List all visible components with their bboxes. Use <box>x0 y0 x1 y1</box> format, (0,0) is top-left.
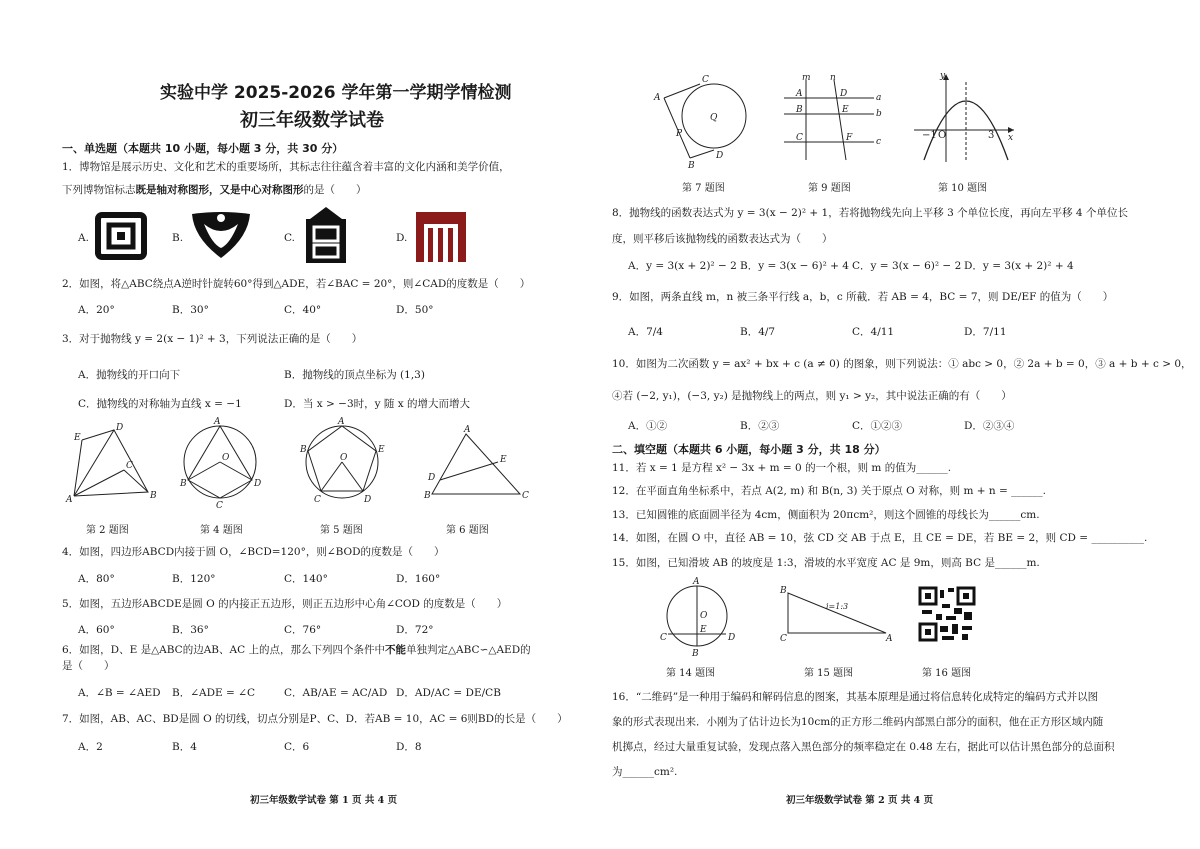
q2-option-a: A．20° <box>78 304 115 316</box>
q8-option-b: B．y = 3(x − 6)² + 4 <box>740 260 849 272</box>
svg-text:b: b <box>876 109 882 119</box>
q1-line2-post: 的是（ ） <box>303 184 367 196</box>
svg-text:D: D <box>116 423 124 433</box>
svg-text:B: B <box>180 479 187 489</box>
q6-option-d: D．AD/AC = DE/CB <box>396 687 501 699</box>
figure-q15-slope <box>780 585 892 645</box>
q4-option-c: C．140° <box>284 573 328 585</box>
svg-text:E: E <box>378 445 385 455</box>
q16-line2: 象的形式表现出来．小刚为了估计边长为10cm的正方形二维码内部黑白部分的面积，他在正方形区域内随 <box>612 716 1104 728</box>
q9-option-b: B．4/7 <box>740 326 776 338</box>
svg-text:A: A <box>886 634 893 644</box>
figure-q4-circle <box>180 417 264 511</box>
q2-option-c: C．40° <box>284 304 322 316</box>
q8-option-c: C．y = 3(x − 6)² − 2 <box>852 260 962 272</box>
q8-option-d: D．y = 3(x + 2)² + 4 <box>964 260 1074 272</box>
q1-line2-pre: 下列博物馆标志 <box>62 184 136 196</box>
q4-option-b: B．120° <box>172 573 216 585</box>
svg-text:C: C <box>314 495 321 505</box>
svg-text:D: D <box>364 495 372 505</box>
q16-line1: 16．“二维码”是一种用于编码和解码信息的图案，其基本原理是通过将信息转化成特定的编码方式并以图 <box>612 691 1099 703</box>
q9-option-d: D．7/11 <box>964 326 1007 338</box>
q10-line2: ④若 (−2, y₁)，(−3, y₂) 是抛物线上的两点，则 y₁ > y₂，其中说法正确的有（ ） <box>612 390 1012 402</box>
q8-option-a: A．y = 3(x + 2)² − 2 <box>628 260 737 272</box>
svg-text:m: m <box>802 73 811 83</box>
q4-option-a: A．80° <box>78 573 115 585</box>
museum-logo-d-icon <box>414 210 468 264</box>
svg-text:A: A <box>654 93 661 103</box>
svg-text:a: a <box>876 93 882 103</box>
caption-q16: 第 16 题图 <box>922 668 972 679</box>
q3-option-a: A．抛物线的开口向下 <box>78 369 181 381</box>
svg-text:C: C <box>216 501 223 511</box>
svg-text:D: D <box>728 633 736 643</box>
svg-text:O: O <box>700 611 708 621</box>
caption-q15: 第 15 题图 <box>804 668 854 679</box>
q11-text: 11．若 x = 1 是方程 x² − 3x + m = 0 的一个根，则 m 的值为______. <box>612 462 952 474</box>
svg-text:B: B <box>150 491 157 501</box>
figure-q10-parabola <box>910 72 1020 164</box>
q16-line4: 为______cm². <box>612 766 678 778</box>
q15-text: 15．如图，已知滑坡 AB 的坡度是 1:3，滑坡的水平宽度 AC 是 9m，则高 BC 是______m. <box>612 557 1040 569</box>
figure-q5-pentagon <box>300 417 385 505</box>
q3-text: 3．对于抛物线 y = 2(x − 1)² + 3，下列说法正确的是（ ） <box>62 333 363 345</box>
q7-option-d: D．8 <box>396 741 422 753</box>
q5-option-d: D．72° <box>396 624 434 636</box>
svg-text:E: E <box>700 625 707 635</box>
museum-logo-b-icon <box>190 208 252 262</box>
q3-option-c: C．抛物线的对称轴为直线 x = −1 <box>78 398 242 410</box>
q10-option-c: C．①②③ <box>852 420 903 432</box>
q5-option-b: B．36° <box>172 624 209 636</box>
figure-q2-rotation <box>66 422 166 504</box>
q10-option-b: B．②③ <box>740 420 780 432</box>
section-2-heading: 二、填空题（本题共 6 小题，每小题 3 分，共 18 分） <box>612 443 886 456</box>
svg-text:O: O <box>222 453 230 463</box>
svg-text:A: A <box>796 89 803 99</box>
q6-line1-pre: 6．如图，D、E 是△ABC的边AB、AC 上的点，那么下列四个条件中 <box>62 644 385 656</box>
svg-text:3: 3 <box>988 130 995 141</box>
q2-option-b: B．30° <box>172 304 209 316</box>
svg-text:B: B <box>796 105 803 115</box>
svg-text:A: A <box>338 417 345 427</box>
qr-code-icon <box>918 586 978 644</box>
svg-text:B: B <box>692 649 699 659</box>
svg-text:D: D <box>428 473 436 483</box>
q5-option-c: C．76° <box>284 624 322 636</box>
svg-text:D: D <box>254 479 262 489</box>
exam-title: 实验中学 2025-2026 学年第一学期学情检测 <box>160 83 512 103</box>
svg-text:Q: Q <box>710 113 718 123</box>
exam-subtitle: 初三年级数学试卷 <box>240 110 384 131</box>
svg-text:P: P <box>676 129 683 139</box>
figure-q6-triangle <box>424 425 529 502</box>
svg-text:C: C <box>660 633 667 643</box>
q1-option-d: D. <box>396 232 408 244</box>
q6-line1-post: 单独判定△ABC∽△AED的 <box>405 644 531 656</box>
q6-line1 <box>62 643 531 657</box>
q2-text: 2．如图，将△ABC绕点A逆时针旋转60°得到△ADE，若∠BAC = 20°，则∠CAD的度数是（ ） <box>62 278 531 290</box>
q10-line1: 10．如图为二次函数 y = ax² + bx + c (a ≠ 0) 的图象，则下列说法：① abc > 0，② 2a + b = 0，③ a + b + c > 0， <box>612 358 1192 370</box>
q7-text: 7．如图，AB、AC、BD是圆 O 的切线，切点分别是P、C、D．若AB = 10，AC = 6则BD的长是（ ） <box>62 713 568 725</box>
caption-q10: 第 10 题图 <box>938 183 988 194</box>
q10-option-d: D．②③④ <box>964 420 1015 432</box>
q1-line2 <box>62 183 367 197</box>
figure-q14-circle <box>660 577 736 659</box>
svg-text:i=1:3: i=1:3 <box>826 602 849 611</box>
q1-line1: 1．博物馆是展示历史、文化和艺术的重要场所，其标志往往蕴含着丰富的文化内涵和美学价值， <box>62 161 510 173</box>
q10-option-a: A．①② <box>628 420 668 432</box>
svg-text:B: B <box>688 161 695 171</box>
svg-text:F: F <box>846 133 853 143</box>
svg-text:A: A <box>214 417 221 427</box>
q6-line2: 是（ ） <box>62 660 115 672</box>
footer-page-1: 初三年级数学试卷 第 1 页 共 4 页 <box>250 795 398 806</box>
q8-line1: 8．抛物线的函数表达式为 y = 3(x − 2)² + 1，若将抛物线先向上平移 3 个单位长度，再向左平移 4 个单位长 <box>612 207 1128 219</box>
svg-text:C: C <box>702 75 709 85</box>
footer-page-2: 初三年级数学试卷 第 2 页 共 4 页 <box>786 795 934 806</box>
caption-q6: 第 6 题图 <box>446 525 489 536</box>
svg-text:c: c <box>876 137 882 147</box>
svg-text:A: A <box>693 577 700 587</box>
caption-q7: 第 7 题图 <box>682 183 725 194</box>
svg-text:x: x <box>1008 133 1014 143</box>
svg-text:C: C <box>522 491 529 501</box>
svg-text:D: D <box>716 151 724 161</box>
q1-option-c: C. <box>284 232 295 244</box>
svg-text:y: y <box>940 71 946 81</box>
svg-text:E: E <box>842 105 849 115</box>
q1-option-a: A. <box>78 232 89 244</box>
q6-option-c: C．AB/AE = AC/AD <box>284 687 388 699</box>
q9-text: 9．如图，两条直线 m，n 被三条平行线 a，b，c 所截．若 AB = 4，BC = 7，则 DE/EF 的值为（ ） <box>612 291 1114 303</box>
svg-text:O: O <box>340 453 348 463</box>
q4-text: 4．如图，四边形ABCD内接于圆 O，∠BCD=120°，则∠BOD的度数是（ ） <box>62 546 445 558</box>
q1-option-b: B. <box>172 232 184 244</box>
svg-text:B: B <box>424 491 431 501</box>
svg-text:E: E <box>500 455 507 465</box>
caption-q9: 第 9 题图 <box>808 183 851 194</box>
svg-text:C: C <box>796 133 803 143</box>
svg-text:C: C <box>126 461 133 471</box>
caption-q2: 第 2 题图 <box>86 525 129 536</box>
caption-q5: 第 5 题图 <box>320 525 363 536</box>
q3-option-d: D．当 x > −3时，y 随 x 的增大而增大 <box>284 398 470 410</box>
svg-text:−1: −1 <box>922 130 937 141</box>
section-1-heading: 一、单选题（本题共 10 小题，每小题 3 分，共 30 分） <box>62 142 344 155</box>
exam-page-2 <box>600 0 1200 849</box>
q14-text: 14．如图，在圆 O 中，直径 AB = 10，弦 CD 交 AB 于点 E，且 CE = DE，若 BE = 2，则 CD = __________. <box>612 532 1148 544</box>
q6-option-b: B．∠ADE = ∠C <box>172 687 255 699</box>
q5-text: 5．如图，五边形ABCDE是圆 O 的内接正五边形，则正五边形中心角∠COD 的度数是（ ） <box>62 598 508 610</box>
svg-text:O: O <box>938 130 947 141</box>
q3-option-b: B．抛物线的顶点坐标为 (1,3) <box>284 369 425 381</box>
museum-logo-a-icon <box>94 211 148 261</box>
q6-option-a: A．∠B = ∠AED <box>78 687 161 699</box>
svg-text:C: C <box>780 634 787 644</box>
q8-line2: 度，则平移后该抛物线的函数表达式为（ ） <box>612 233 833 245</box>
svg-text:E: E <box>74 433 81 443</box>
svg-text:B: B <box>780 586 787 596</box>
q7-option-a: A．2 <box>78 741 103 753</box>
q9-option-a: A．7/4 <box>628 326 663 338</box>
q16-line3: 机掷点，经过大量重复试验，发现点落入黑色部分的频率稳定在 0.48 左右，据此可以估计黑色部分的总面积 <box>612 741 1115 753</box>
figure-q7-tangents <box>654 74 764 171</box>
svg-text:B: B <box>300 445 307 455</box>
svg-text:D: D <box>840 89 848 99</box>
figure-q9-parallel <box>778 73 886 160</box>
q2-option-d: D．50° <box>396 304 434 316</box>
svg-text:A: A <box>464 425 471 435</box>
q6-line1-bold: 不能 <box>384 644 406 656</box>
caption-q4: 第 4 题图 <box>200 525 243 536</box>
q13-text: 13．已知圆锥的底面圆半径为 4cm，侧面积为 20πcm²，则这个圆锥的母线长为______cm. <box>612 509 1040 521</box>
q7-option-c: C．6 <box>284 741 310 753</box>
q7-option-b: B．4 <box>172 741 197 753</box>
caption-q14: 第 14 题图 <box>666 668 716 679</box>
svg-text:A: A <box>66 495 73 505</box>
q5-option-a: A．60° <box>78 624 115 636</box>
q1-line2-bold: 既是轴对称图形，又是中心对称图形 <box>135 184 304 196</box>
q12-text: 12．在平面直角坐标系中，若点 A(2, m) 和 B(n, 3) 关于原点 O 对称，则 m + n = ______. <box>612 485 1046 497</box>
museum-logo-c-icon <box>302 205 350 265</box>
q4-option-d: D．160° <box>396 573 441 585</box>
q9-option-c: C．4/11 <box>852 326 895 338</box>
svg-text:n: n <box>830 73 836 83</box>
